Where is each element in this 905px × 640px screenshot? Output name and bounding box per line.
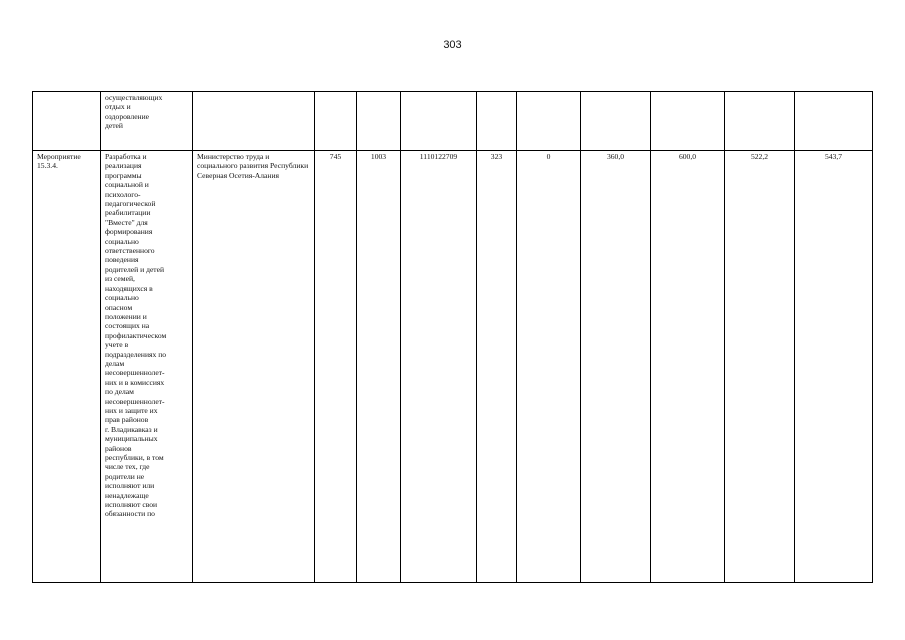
value-cell bbox=[725, 92, 795, 151]
value-cell: 0 bbox=[517, 151, 581, 583]
grbs-cell bbox=[315, 92, 357, 151]
value-cell: 360,0 bbox=[581, 151, 651, 583]
csr-cell bbox=[401, 92, 477, 151]
csr-cell: 1110122709 bbox=[401, 151, 477, 583]
value-cell bbox=[651, 92, 725, 151]
vr-cell bbox=[477, 92, 517, 151]
rzpr-cell: 1003 bbox=[357, 151, 401, 583]
value-cell: 600,0 bbox=[651, 151, 725, 583]
rzpr-cell bbox=[357, 92, 401, 151]
value-cell: 522,2 bbox=[725, 151, 795, 583]
budget-table bbox=[32, 91, 873, 583]
page-number: 303 bbox=[443, 39, 462, 51]
value-cell bbox=[517, 92, 581, 151]
measure-name-cell bbox=[101, 151, 193, 583]
measure-name-text: осуществляющих отдых и оздоровление детей bbox=[105, 93, 163, 131]
measure-name-cell bbox=[101, 92, 193, 151]
table-row bbox=[33, 92, 873, 151]
measure-cell: Мероприятие 15.3.4. bbox=[33, 151, 101, 583]
value-cell: 543,7 bbox=[795, 151, 873, 583]
grbs-cell: 745 bbox=[315, 151, 357, 583]
executor-cell: Министерство труда и социального развития Республики Северная Осетия-Алания bbox=[193, 151, 315, 583]
executor-cell bbox=[193, 92, 315, 151]
value-cell bbox=[581, 92, 651, 151]
measure-name-text: Разработка и реализация программы социальной и психолого- педагогической реабилитации "Вместе" для формирования социально ответственного поведения родителей и детей из семей, находящихся в социально опасном положении и состоящих на профилактическом учете в подразделениях по делам несовершеннолет- них и в комиссиях по делам несовершеннолет- них и защите их прав районов г. Владикавказ и муниципальных районов республики, в том числе тех, где родители не исполняют или ненадлежаще исполняют свои обязанности по bbox=[105, 152, 167, 519]
value-cell bbox=[795, 92, 873, 151]
measure-cell bbox=[33, 92, 101, 151]
vr-cell: 323 bbox=[477, 151, 517, 583]
table-row bbox=[33, 151, 873, 583]
